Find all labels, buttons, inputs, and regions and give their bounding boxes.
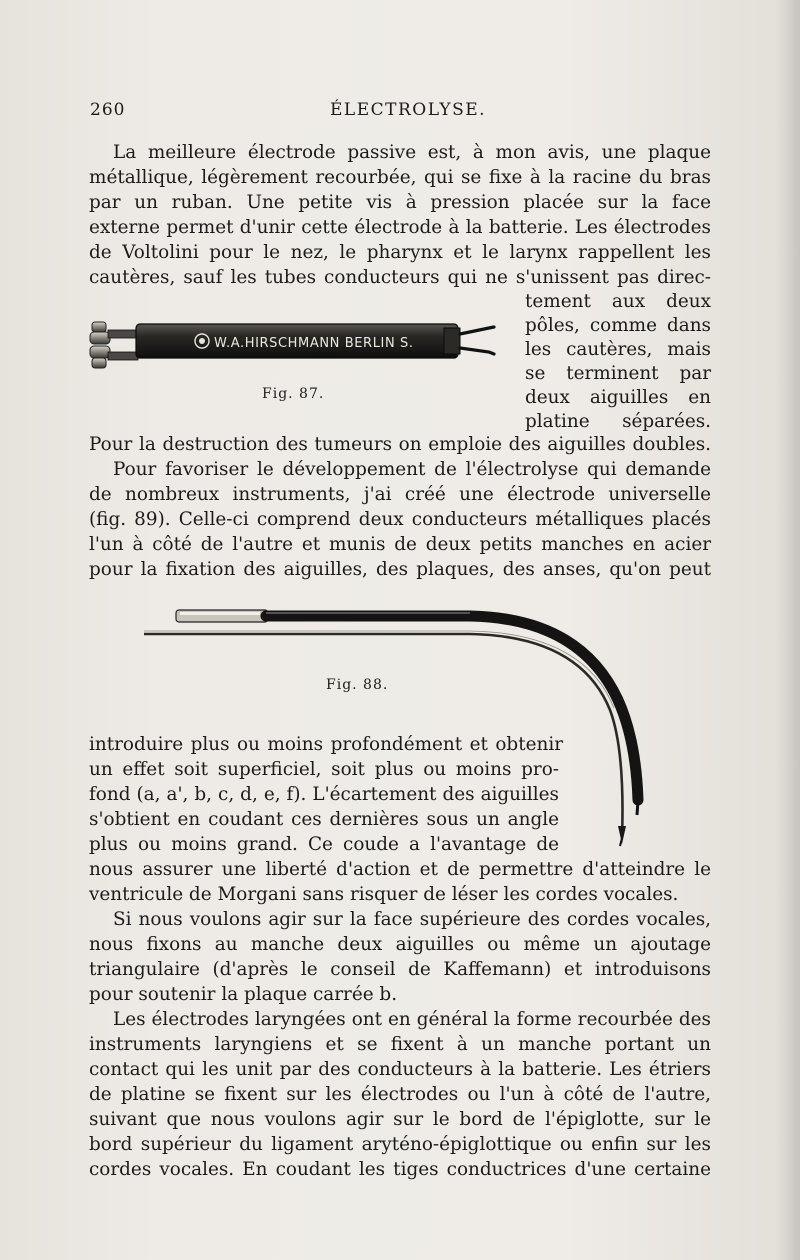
text-line: de Voltolini pour le nez, le pharynx et le larynx rappellent les xyxy=(89,242,711,263)
text-line: de platine se fixent sur les électrodes ou l'un à côté de l'autre, xyxy=(89,1084,711,1105)
text-line: contact qui les unit par des conducteurs à la batterie. Les étriers xyxy=(89,1059,711,1080)
text-line: nous fixons au manche deux aiguilles ou même un ajoutage xyxy=(89,934,711,955)
text-line: l'un à côté de l'autre et munis de deux petits manches en acier xyxy=(89,534,711,555)
text-line: pôles, comme dans xyxy=(525,315,711,336)
text-line: par un ruban. Une petite vis à pression placée sur la face xyxy=(89,192,711,213)
text-line: La meilleure électrode passive est, à mon avis, une plaque xyxy=(113,142,711,163)
text-line: deux aiguilles en xyxy=(525,387,711,408)
text-line: Pour la destruction des tumeurs on emploie des aiguilles doubles. xyxy=(89,434,711,455)
text-line: triangulaire (d'après le conseil de Kaffemann) et introduisons xyxy=(89,959,711,980)
text-line: pour la fixation des aiguilles, des plaques, des anses, qu'on peut xyxy=(89,559,711,580)
text-line: ventricule de Morgani sans risquer de léser les cordes vocales. xyxy=(89,884,679,905)
text-line: introduire plus ou moins profondément et obtenir xyxy=(89,734,563,755)
text-line: platine séparées. xyxy=(525,411,711,432)
figure-88-caption: Fig. 88. xyxy=(326,677,389,693)
text-line: Les électrodes laryngées ont en général la forme recourbée des xyxy=(113,1009,711,1030)
text-line: les cautères, mais xyxy=(525,339,711,360)
text-line: Pour favoriser le développement de l'électrolyse qui demande xyxy=(113,459,711,480)
figure-87-electrode xyxy=(84,308,504,378)
text-line: de nombreux instruments, j'ai créé une électrode universelle xyxy=(89,484,711,505)
text-line: s'obtient en coudant ces dernières sous un angle xyxy=(89,809,559,830)
text-line: un effet soit superficiel, soit plus ou moins pro- xyxy=(89,759,559,780)
text-line: (fig. 89). Celle-ci comprend deux conducteurs métalliques placés xyxy=(89,509,711,530)
text-line: instruments laryngiens et se fixent à un manche portant un xyxy=(89,1034,711,1055)
text-line: fond (a, a', b, c, d, e, f). L'écartement des aiguilles xyxy=(89,784,559,805)
text-line: pour soutenir la plaque carrée b. xyxy=(89,984,398,1005)
text-line: suivant que nous voulons agir sur le bord de l'épiglotte, sur le xyxy=(89,1109,711,1130)
text-line: nous assurer une liberté d'action et de permettre d'atteindre le xyxy=(89,859,711,880)
text-line: bord supérieur du ligament aryténo-épiglottique ou enfin sur les xyxy=(89,1134,711,1155)
page-number: 260 xyxy=(90,100,126,120)
text-line: cordes vocales. En coudant les tiges conductrices d'une certaine xyxy=(89,1159,711,1180)
running-head xyxy=(90,100,710,126)
page-edge-shadow xyxy=(776,0,800,1260)
text-line: cautères, sauf les tubes conducteurs qui ne s'unissent pas direc- xyxy=(89,267,711,288)
text-line: externe permet d'unir cette électrode à la batterie. Les électrodes xyxy=(89,217,711,238)
text-line: se terminent par xyxy=(525,363,711,384)
text-line: métallique, légèrement recourbée, qui se fixe à la racine du bras xyxy=(89,167,711,188)
text-line: Si nous voulons agir sur la face supérieure des cordes vocales, xyxy=(113,909,711,930)
figure-87-caption: Fig. 87. xyxy=(262,386,325,402)
text-line: tement aux deux xyxy=(525,291,711,312)
text-line: plus ou moins grand. Ce coude a l'avantage de xyxy=(89,834,559,855)
running-title: ÉLECTROLYSE. xyxy=(330,100,487,120)
instrument-brand-label: W.A.HIRSCHMANN BERLIN S. xyxy=(214,336,414,351)
